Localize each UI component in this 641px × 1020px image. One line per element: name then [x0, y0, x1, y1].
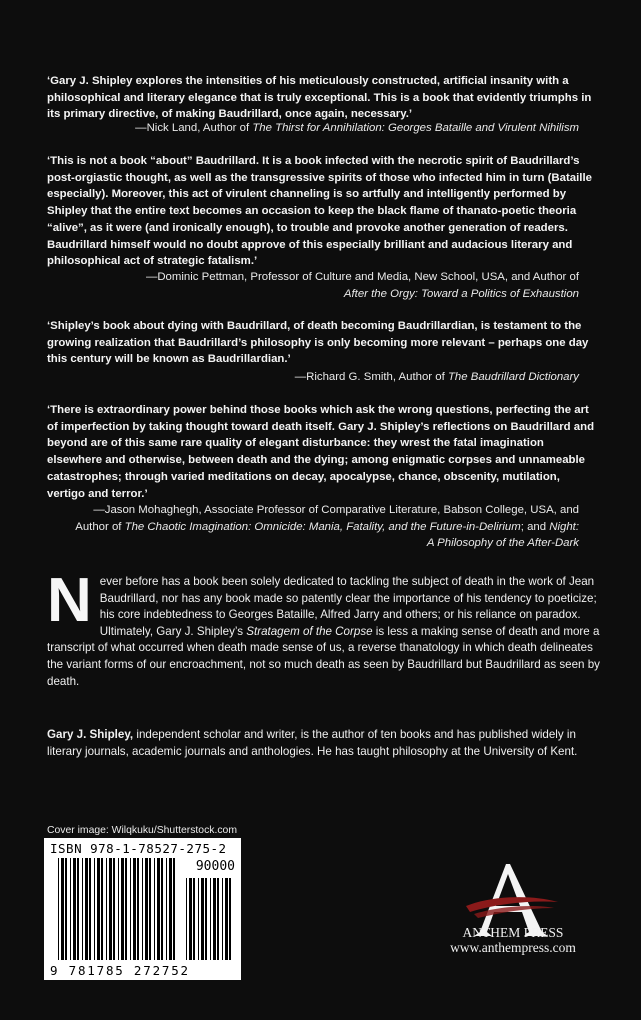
attribution-author: —Nick Land, Author of — [135, 122, 253, 134]
quote-attribution-1 — [39, 120, 579, 137]
review-quote-4 — [47, 402, 599, 502]
barcode-bars-icon — [58, 858, 178, 960]
attribution-author: —Jason Mohaghegh, Associate Professor of Comparative Literature, Babson College, USA, and — [93, 504, 579, 516]
quote-attribution-2 — [39, 269, 579, 302]
ean-text: 9 781785 272752 — [50, 963, 190, 978]
quote-attribution-3 — [39, 369, 579, 386]
review-quote-3 — [47, 318, 599, 368]
review-quote-2 — [47, 153, 599, 270]
author-bio — [47, 727, 602, 760]
attribution-book-title-2: Night: — [549, 520, 579, 533]
attribution-book-title: The Chaotic Imagination: Omnicide: Mania, Fatality, and the Future-in-Delirium — [124, 520, 521, 533]
author-name: Gary J. Shipley, — [47, 728, 134, 741]
quote-attribution-4 — [39, 502, 579, 552]
attribution-book-title: The Baudrillard Dictionary — [447, 371, 579, 383]
quote-text: ‘There is extraordinary power behind those books which ask the wrong questions, perfecting the art of imperfection by taking thought toward death itself. Gary J. Shipley’s reflections on Baudrillard and beyond are of this same rare quality of elegant disturbance: they wrest the fatal imagination elsewhere and otherwise, between death and the dying; among enigmatic corpses and unnameable catastrophes; through varied meditations on decay, apocalypse, chance, obscenity, mutilation, vertigo and terror.’ — [47, 404, 595, 500]
author-bio-text: independent scholar and writer, is the author of ten books and has published widely in literary journals, academic journals and anthologies. He has taught philosophy at the University of Kent. — [47, 728, 578, 758]
attribution-separator: ; and — [520, 520, 550, 533]
attribution-author-cont: Author of — [75, 520, 125, 533]
cover-credit: Cover image: Wilqkuku/Shutterstock.com — [47, 825, 237, 836]
attribution-author: —Dominic Pettman, Professor of Culture and Media, New School, USA, and Author of — [145, 271, 579, 283]
review-quote-1 — [47, 73, 599, 123]
publisher-website: www.anthempress.com — [450, 940, 576, 955]
attribution-book-title-2-cont: A Philosophy of the After-Dark — [426, 537, 579, 550]
barcode — [44, 838, 241, 980]
price-code: 90000 — [195, 859, 235, 874]
book-description — [47, 566, 602, 690]
description-text: ever before has a book been solely dedicated to tackling the subject of death in the work of Jean Baudrillard, nor has any book made so patently clear the importance of his tendency to poeticize; his core indebtedness to Georges Bataille, Alfred Jarry and others; or his reliance on paradox. Ultimately, Gary J. Shipley’s — [99, 575, 597, 638]
isbn-text: ISBN 978-1-78527-275-2 — [50, 841, 227, 856]
book-title: Stratagem of the Corpse — [246, 624, 373, 638]
drop-cap: N — [47, 566, 92, 635]
quote-text: ‘This is not a book “about” Baudrillard. It is a book infected with the necrotic spirit of Baudrillard’s post-orgiastic thought, as well as the transgressive spirits of those who infected him in turn (Bataille especially). Moreover, this act of virulent channeling is so artfully and intelligently performed by Shipley that the entire text becomes an occasion to keep the black flame of thanato-poetic theoria “alive”, as it were (and ironically enough), to trouble and provoke another generation of readers. Baudrillard himself would no doubt approve of this especially brilliant and audacious literary and philosophical act of strategic fatalism.’ — [47, 155, 592, 268]
attribution-author: —Richard G. Smith, Author of — [294, 371, 448, 383]
barcode-addon-bars-icon — [186, 878, 234, 960]
quote-text: ‘Shipley’s book about dying with Baudrillard, of death becoming Baudrillardian, is testament to the growing realization that Baudrillard’s philosophy is only becoming more relevant – perhaps one day this century will be known as Baudrillardian.’ — [47, 320, 589, 366]
attribution-book-title: The Thirst for Annihilation: Georges Bataille and Virulent Nihilism — [252, 122, 579, 134]
quote-text: ‘Gary J. Shipley explores the intensities of his meticulously constructed, artificial insanity with a philosophical and literary elegance that is truly exceptional. This is a book that evidently triumphs in its primary directive, of making Baudrillard, once again, necessary.’ — [47, 75, 592, 121]
description-text-cont: is less a making sense of death and more a transcript of what occurred when death made sense of us, a reverse thanatology in which death delineates the variant forms of our encroachment, not so much death as seen by Baudrillard but Baudrillard as seen by death. — [47, 624, 600, 688]
publisher-name: ANTHEM PRESS — [462, 925, 564, 940]
attribution-book-title: After the Orgy: Toward a Politics of Exhaustion — [343, 287, 579, 300]
